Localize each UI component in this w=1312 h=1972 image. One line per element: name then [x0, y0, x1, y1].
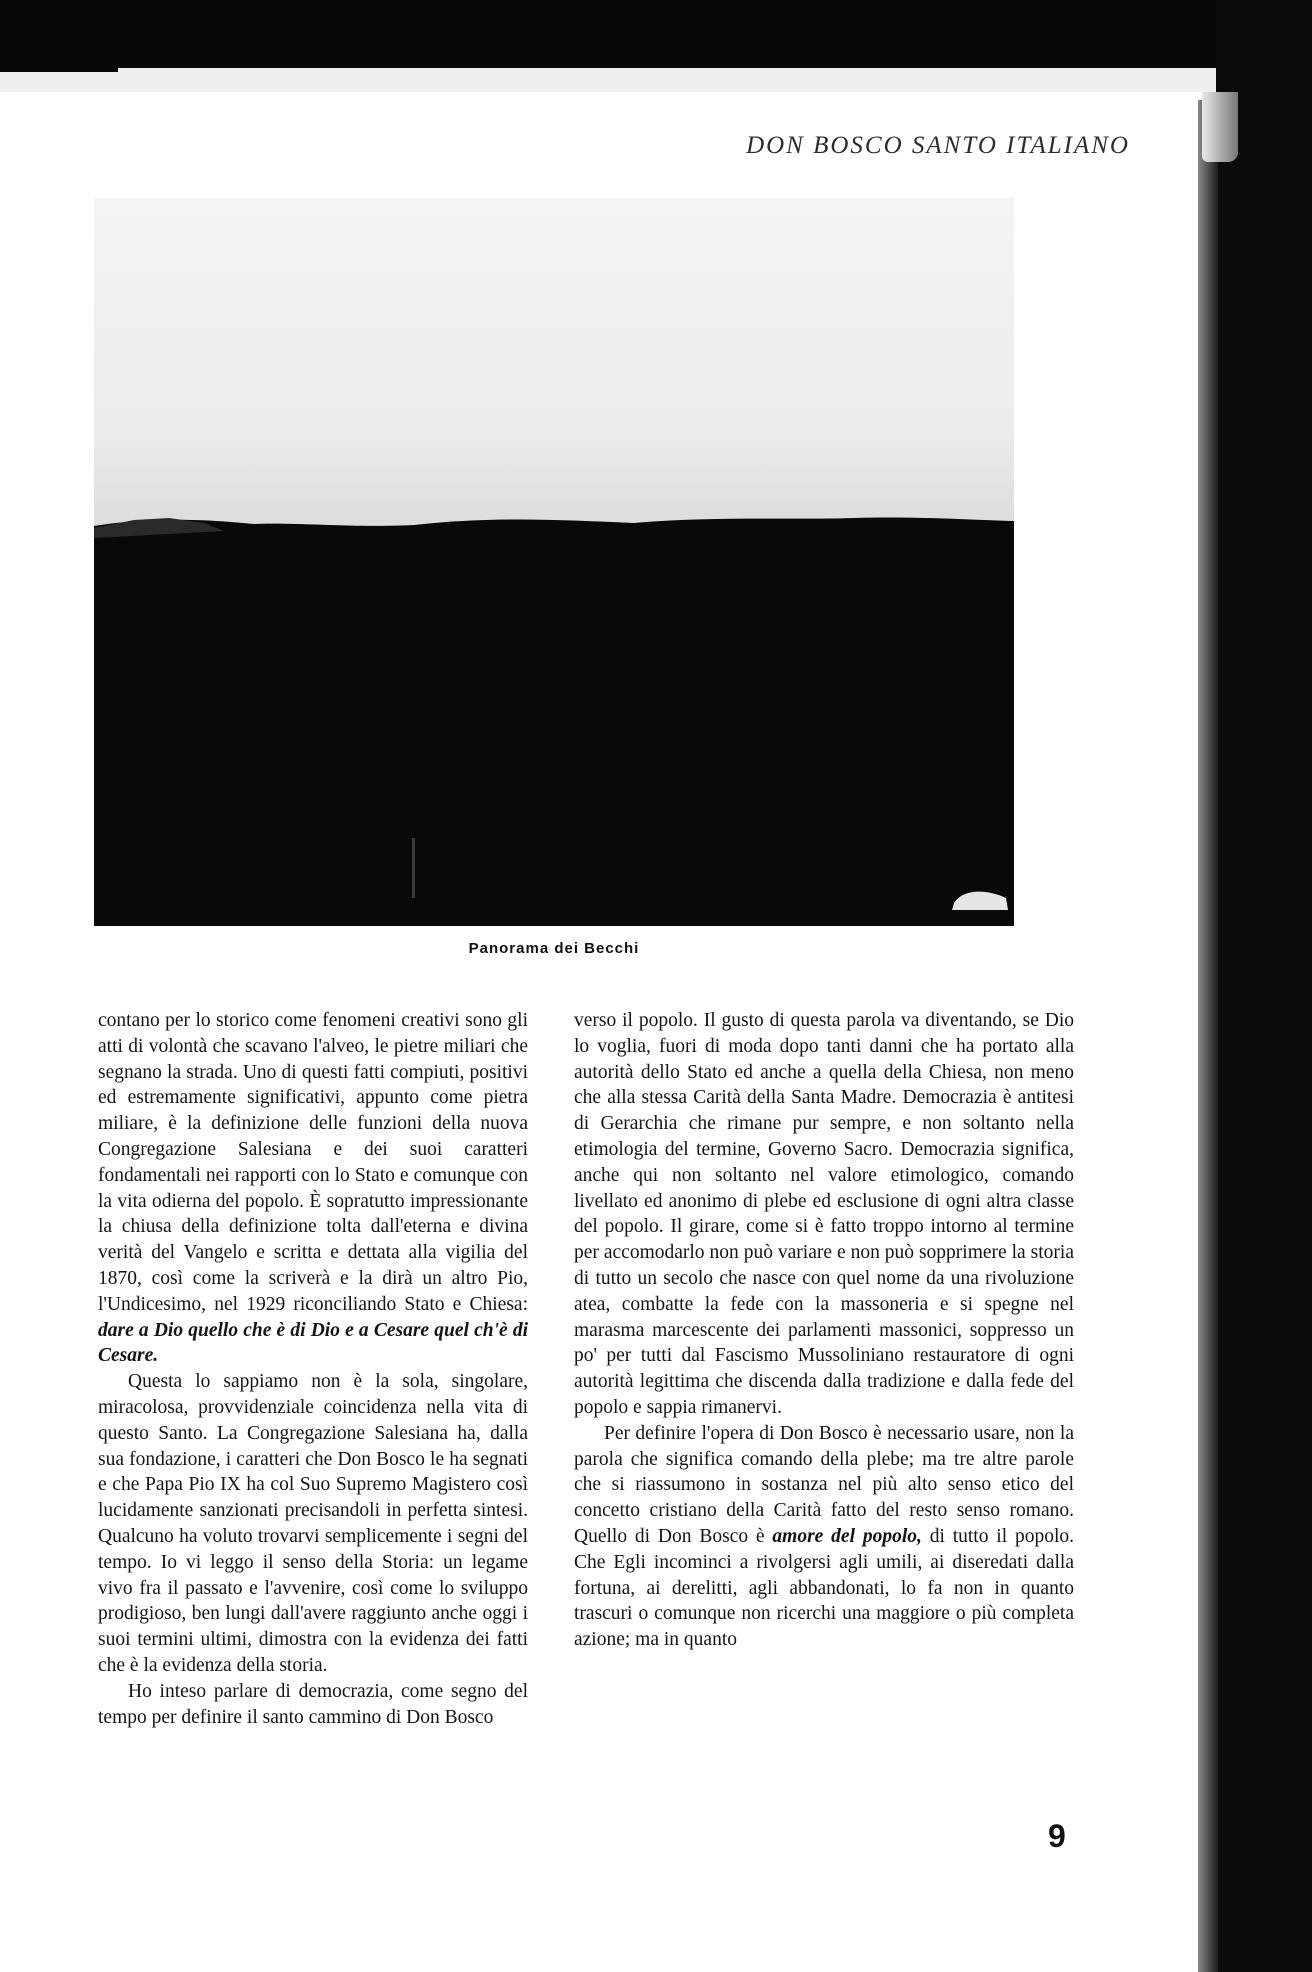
paragraph-text: contano per lo storico come fenomeni creativi sono gli atti di volontà che scavano l'alveo, le pietre miliari che segnano la strada. Uno di questi fatti compiuti, positivi ed estremamente significativi, appunto come pietra miliare, è la definizione delle funzioni della nuova Congregazione Salesiana e dei suoi caratteri fondamentali nei rapporti con lo Stato e comunque con la vita odierna del popolo. È sopratutto impressionante la chiusa della definizione tolta dall'eterna e divina verità del Vangelo e scritta e dettata alla vigilia del 1870, così come la scriverà e la dirà un altro Pio, l'Undicesimo, nel 1929 riconciliando Stato e Chiesa:: [98, 1010, 528, 1315]
paragraph: verso il popolo. Il gusto di questa parola va diventando, se Dio lo voglia, fuori di moda dopo tanti danni che ha portato alla autorità dello Stato ed anche a quella della Chiesa, non meno che alla stessa Carità della Santa Madre. Democrazia è antitesi di Gerarchia che rimane pur sempre, e non soltanto nella etimologia del termine, Governo Sacro. Democrazia significa, anche qui non soltanto nel valore etimologico, comando livellato ed anonimo di plebe ed esclusione di ogni altra classe del popolo. Il girare, come si è fatto troppo intorno al termine per accomodarlo non può variare e non può sopprimere la storia di tutto un secolo che nasce con quel nome da una rivoluzione atea, combatte la fede con la massoneria e si spegne nel marasma marcescente dei parlamenti massonici, soppresso un po' per tutti dal Fascismo Mussoliniano restauratore di ogni autorità legittima che discenda dalla tradizione e dalla fede del popolo e sappia rimanervi.: [574, 1010, 1074, 1418]
running-header: DON BOSCO SANTO ITALIANO: [746, 132, 1130, 159]
scan-top-border: [0, 0, 1312, 68]
scan-top-left-tab: [0, 58, 118, 72]
photo-caption: Panorama dei Becchi: [468, 940, 640, 957]
page-edge-shadow: [1198, 100, 1218, 1972]
landscape-photo: [94, 198, 1014, 926]
paragraph-text: Per definire l'opera di Don Bosco è necessario usare, non la parola che significa comando della plebe; ma tre altre parole che si riassumono in sostanza nel più alto senso etico del concetto cristiano della Carità fatto del resto senso romano. Quello di Don Bosco è: [574, 1422, 1074, 1547]
italic-quote: amore del popolo,: [772, 1525, 922, 1547]
right-text-column: [574, 1008, 1074, 1653]
italic-quote: dare a Dio quello che è di Dio e a Cesare quel ch'è di Cesare.: [98, 1319, 528, 1367]
scan-right-border: [1216, 0, 1312, 1972]
paragraph-text: di tutto il popolo. Che Egli incominci a rivolgersi agli umili, ai diseredati dalla fortuna, ai derelitti, agli abbandonati, lo fa non in quanto trascuri o comunque non ricerchi una maggiore o più completa azione; ma in quanto: [574, 1525, 1075, 1651]
paragraph: [98, 1008, 528, 1369]
paragraph: Questa lo sappiamo non è la sola, singolare, miracolosa, provvidenziale coincidenza nella vita di questo Santo. La Congregazione Salesiana ha, dalla sua fondazione, i caratteri che Don Bosco le ha segnati e che Papa Pio IX ha col Suo Supremo Magistero così lucidamente sanzionati precisandoli in perfetta sintesi. Qualcuno ha voluto trovarvi semplicemente i segni del tempo. Io vi leggo il senso della Storia: un legame vivo fra il passato e l'avvenire, così come lo sviluppo prodigioso, ben lungi dall'avere raggiunto anche oggi i suoi termini ultimi, dimostra con la evidenza dei fatti che è la evidenza della storia.: [98, 1371, 528, 1676]
left-text-column: [98, 1008, 528, 1730]
page-curl: [1202, 92, 1238, 162]
photo-landscape-silhouette: [94, 198, 1014, 926]
paragraph: [574, 1421, 1074, 1653]
page-number: 9: [1048, 1818, 1066, 1854]
paragraph: Ho inteso parlare di democrazia, come segno del tempo per definire il santo cammino di Don Bosco: [98, 1680, 528, 1728]
